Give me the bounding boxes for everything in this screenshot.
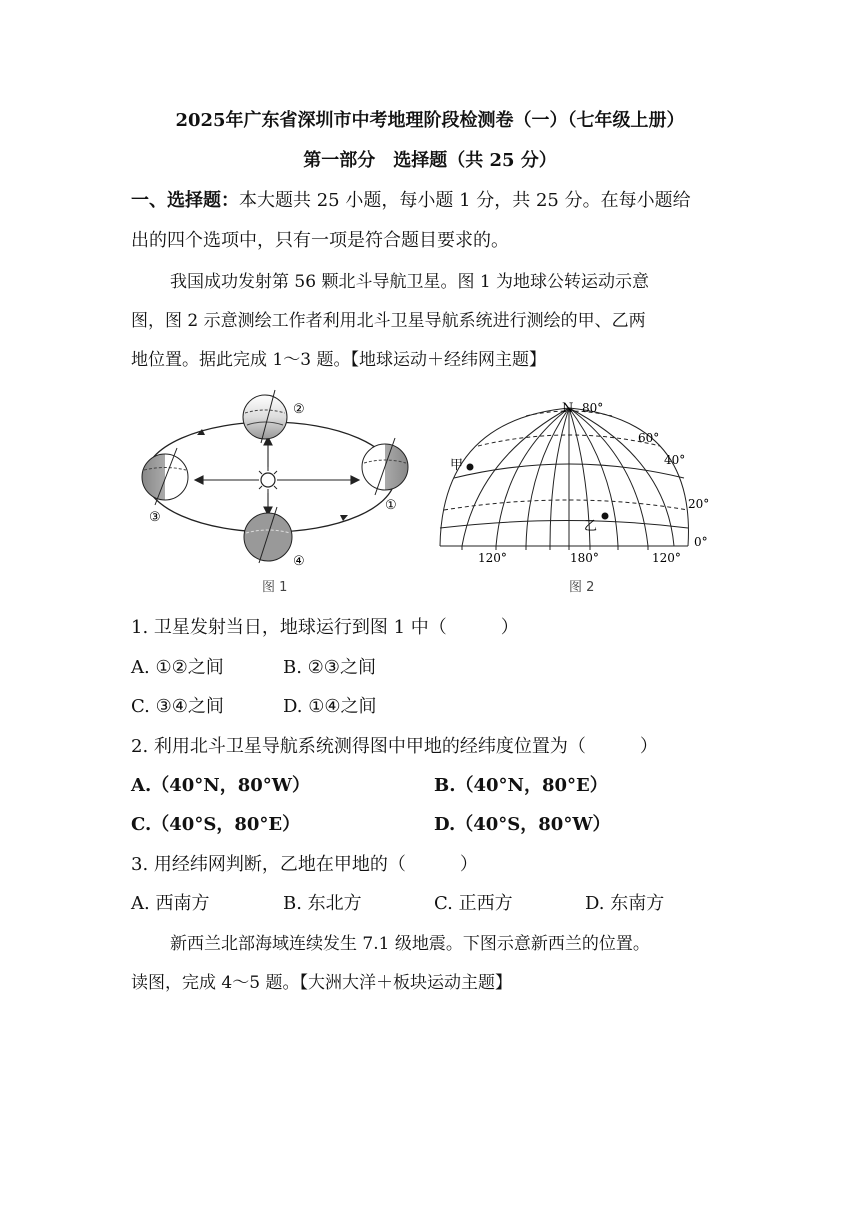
section-instruction-line2: 出的四个选项中，只有一项是符合题目要求的。 <box>131 230 509 251</box>
figure1-revolution-diagram <box>135 385 415 570</box>
position-label-4: ④ <box>293 554 305 569</box>
point-b-marker <box>602 513 609 520</box>
question-3-stem: 3. 用经纬网判断，乙地在甲地的（ ） <box>131 854 478 875</box>
passage2-line1: 新西兰北部海域连续发生 7.1 级地震。下图示意新西兰的位置。 <box>170 934 650 954</box>
question-3-option-b[interactable]: B. 东北方 <box>283 893 362 914</box>
lon-label-right: 120° <box>652 551 681 565</box>
sun-icon <box>255 467 281 493</box>
lon-label-center: 180° <box>570 551 599 565</box>
part-title: 第一部分 选择题（共 25 分） <box>303 150 557 171</box>
section-instruction-line1 <box>131 186 691 212</box>
lat-label-60: 60° <box>638 431 660 445</box>
passage1-line1: 我国成功发射第 56 颗北斗导航卫星。图 1 为地球公转运动示意 <box>170 272 650 292</box>
position-label-3: ③ <box>149 510 161 525</box>
point-a-label: 甲 <box>450 458 464 473</box>
earth-position-2 <box>243 395 287 439</box>
question-1-stem: 1. 卫星发射当日，地球运行到图 1 中（ ） <box>131 617 519 638</box>
lat-label-0: 0° <box>694 535 708 549</box>
figure2-graticule-map <box>438 398 720 568</box>
north-pole-label: N <box>562 401 574 416</box>
question-2-option-c[interactable]: C.（40°S，80°E） <box>131 814 301 835</box>
question-3-option-d[interactable]: D. 东南方 <box>585 893 665 914</box>
question-2-option-a[interactable]: A.（40°N，80°W） <box>131 775 310 796</box>
question-2-stem: 2. 利用北斗卫星导航系统测得图中甲地的经纬度位置为（ ） <box>131 736 658 757</box>
exam-title: 2025年广东省深圳市中考地理阶段检测卷（一）（七年级上册） <box>175 110 685 131</box>
question-2-option-d[interactable]: D.（40°S，80°W） <box>434 814 611 835</box>
question-1-option-d[interactable]: D. ①④之间 <box>283 696 377 717</box>
section-label: 一、选择题： <box>131 190 239 211</box>
question-3-option-a[interactable]: A. 西南方 <box>131 893 210 914</box>
point-b-label: 乙 <box>584 519 598 534</box>
earth-position-3 <box>142 454 188 500</box>
question-1-option-c[interactable]: C. ③④之间 <box>131 696 224 717</box>
figure2-caption: 图 2 <box>569 580 595 595</box>
position-label-2: ② <box>293 402 305 417</box>
lon-label-left: 120° <box>478 551 507 565</box>
passage1-line3: 地位置。据此完成 1～3 题。【地球运动＋经纬网主题】 <box>131 350 546 370</box>
figure1-caption: 图 1 <box>262 580 288 595</box>
lat-label-20: 20° <box>688 497 710 511</box>
question-1-option-b[interactable]: B. ②③之间 <box>283 657 376 678</box>
passage1-line2: 图，图 2 示意测绘工作者利用北斗卫星导航系统进行测绘的甲、乙两 <box>131 311 646 331</box>
point-a-marker <box>467 464 474 471</box>
passage2-line2: 读图，完成 4～5 题。【大洲大洋＋板块运动主题】 <box>131 973 512 993</box>
question-3-option-c[interactable]: C. 正西方 <box>434 893 513 914</box>
question-2-option-b[interactable]: B.（40°N，80°E） <box>434 775 608 796</box>
lat-label-80: 80° <box>582 401 604 415</box>
question-1-option-a[interactable]: A. ①②之间 <box>131 657 224 678</box>
position-label-1: ① <box>385 498 397 513</box>
lat-label-40: 40° <box>664 453 686 467</box>
section-text-1: 本大题共 25 小题，每小题 1 分，共 25 分。在每小题给 <box>239 190 691 211</box>
earth-position-4 <box>244 513 292 561</box>
